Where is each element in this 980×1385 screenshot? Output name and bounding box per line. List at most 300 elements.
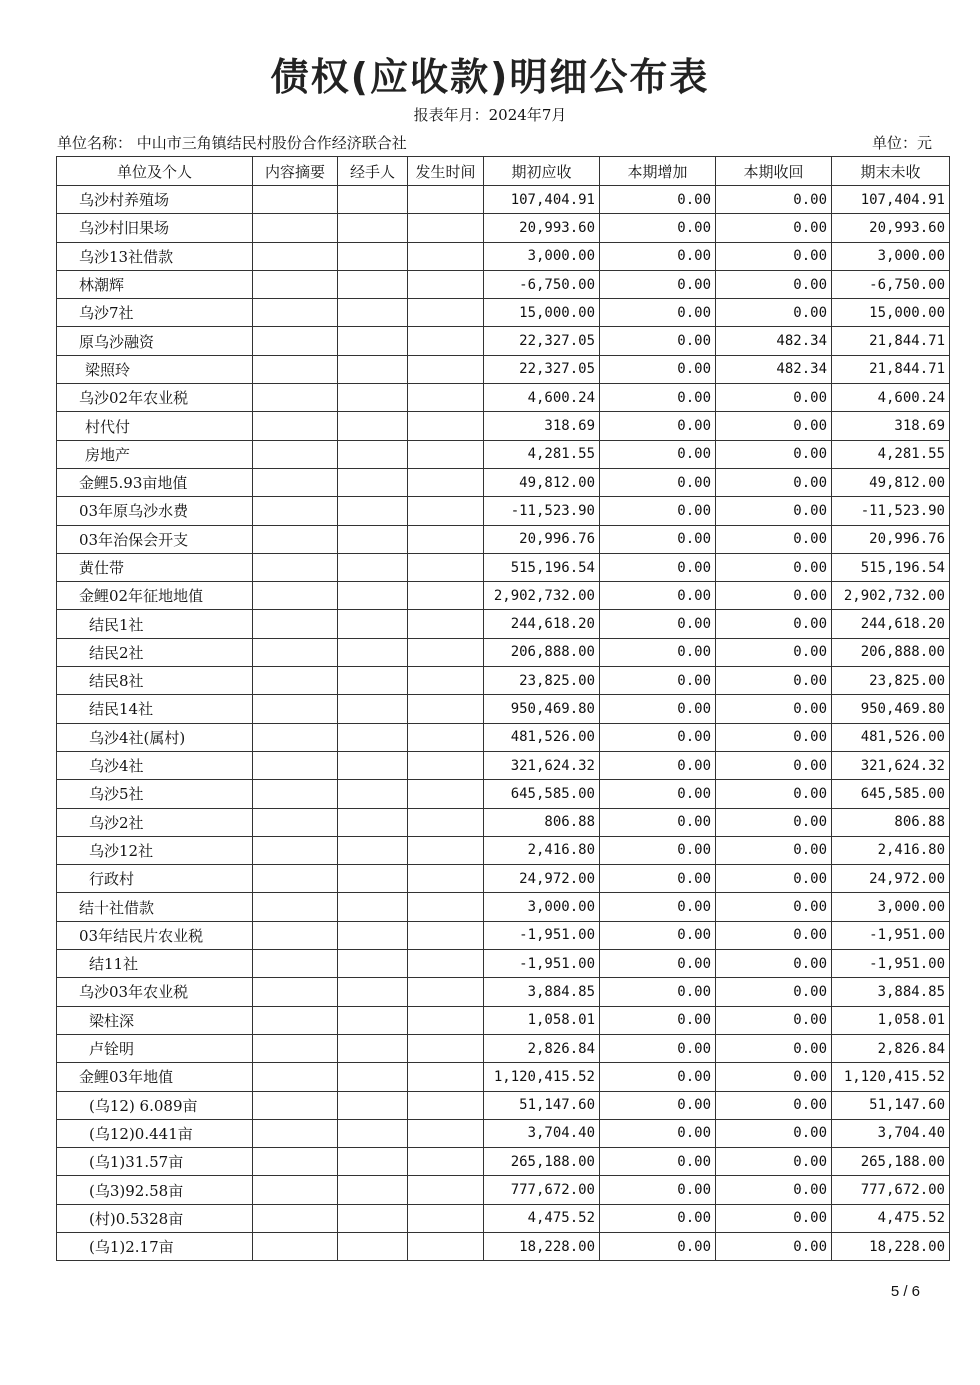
table-row [57,270,950,298]
handler-cell [338,921,408,949]
handler-cell [338,186,408,214]
closing-cell: 3,000.00 [832,242,950,270]
increase-cell: 0.00 [600,1006,716,1034]
table-row [57,610,950,638]
recovered-cell: 0.00 [716,1034,832,1062]
increase-cell: 0.00 [600,751,716,779]
table-row [57,525,950,553]
opening-cell: 24,972.00 [484,865,600,893]
recovered-cell: 0.00 [716,808,832,836]
recovered-cell: 0.00 [716,186,832,214]
summary-cell [253,1176,338,1204]
recovered-cell: 0.00 [716,836,832,864]
recovered-cell: 0.00 [716,921,832,949]
entity-cell: 结十社借款 [57,893,253,921]
currency-unit: 单位：元 [871,134,932,152]
entity-cell: 03年原乌沙水费 [57,497,253,525]
handler-cell [338,638,408,666]
entity-cell: 乌沙2社 [57,808,253,836]
opening-cell: -11,523.90 [484,497,600,525]
date-cell [408,412,484,440]
closing-cell: 23,825.00 [832,667,950,695]
table-row [57,1204,950,1232]
opening-cell: -1,951.00 [484,921,600,949]
opening-cell: 51,147.60 [484,1091,600,1119]
summary-cell [253,893,338,921]
entity-cell: 乌沙03年农业税 [57,978,253,1006]
closing-cell: 3,000.00 [832,893,950,921]
recovered-cell: 0.00 [716,1204,832,1232]
recovered-cell: 0.00 [716,468,832,496]
header-opening: 期初应收 [484,157,600,186]
opening-cell: 777,672.00 [484,1176,600,1204]
increase-cell: 0.00 [600,440,716,468]
increase-cell: 0.00 [600,921,716,949]
recovered-cell: 482.34 [716,355,832,383]
recovered-cell: 0.00 [716,497,832,525]
table-row [57,384,950,412]
increase-cell: 0.00 [600,808,716,836]
date-cell [408,723,484,751]
entity-cell: 乌沙13社借款 [57,242,253,270]
increase-cell: 0.00 [600,695,716,723]
increase-cell: 0.00 [600,638,716,666]
handler-cell [338,553,408,581]
handler-cell [338,355,408,383]
date-cell [408,978,484,1006]
increase-cell: 0.00 [600,468,716,496]
closing-cell: 4,281.55 [832,440,950,468]
opening-cell: 4,281.55 [484,440,600,468]
increase-cell: 0.00 [600,355,716,383]
date-cell [408,497,484,525]
table-row [57,1034,950,1062]
table-row [57,186,950,214]
entity-cell: 乌沙村养殖场 [57,186,253,214]
recovered-cell: 0.00 [716,751,832,779]
opening-cell: 515,196.54 [484,553,600,581]
entity-cell: 行政村 [57,865,253,893]
summary-cell [253,525,338,553]
opening-cell: 206,888.00 [484,638,600,666]
increase-cell: 0.00 [600,186,716,214]
recovered-cell: 0.00 [716,1232,832,1260]
date-cell [408,384,484,412]
increase-cell: 0.00 [600,214,716,242]
date-cell [408,214,484,242]
entity-cell: 结民14社 [57,695,253,723]
summary-cell [253,327,338,355]
header-handler: 经手人 [338,157,408,186]
opening-cell: 2,902,732.00 [484,582,600,610]
table-row [57,497,950,525]
date-cell [408,299,484,327]
table-row [57,780,950,808]
entity-cell: 乌沙12社 [57,836,253,864]
closing-cell: 21,844.71 [832,355,950,383]
date-cell [408,1176,484,1204]
summary-cell [253,1204,338,1232]
opening-cell: 645,585.00 [484,780,600,808]
header-entity: 单位及个人 [57,157,253,186]
increase-cell: 0.00 [600,667,716,695]
table-row [57,214,950,242]
table-row [57,1063,950,1091]
opening-cell: 2,826.84 [484,1034,600,1062]
table-row [57,808,950,836]
summary-cell [253,270,338,298]
entity-cell: 乌沙7社 [57,299,253,327]
entity-cell: 村代付 [57,412,253,440]
date-cell [408,1006,484,1034]
report-title: 债权(应收款)明细公布表 [270,55,710,99]
entity-cell: 结民1社 [57,610,253,638]
handler-cell [338,978,408,1006]
date-cell [408,1204,484,1232]
recovered-cell: 0.00 [716,1063,832,1091]
handler-cell [338,780,408,808]
date-cell [408,440,484,468]
increase-cell: 0.00 [600,950,716,978]
closing-cell: 244,618.20 [832,610,950,638]
summary-cell [253,1119,338,1147]
summary-cell [253,780,338,808]
closing-cell: 645,585.00 [832,780,950,808]
date-cell [408,242,484,270]
entity-cell: 03年治保会开支 [57,525,253,553]
closing-cell: 15,000.00 [832,299,950,327]
increase-cell: 0.00 [600,1119,716,1147]
increase-cell: 0.00 [600,1176,716,1204]
opening-cell: 244,618.20 [484,610,600,638]
header-summary: 内容摘要 [253,157,338,186]
header-recovered: 本期收回 [716,157,832,186]
increase-cell: 0.00 [600,384,716,412]
opening-cell: 1,058.01 [484,1006,600,1034]
summary-cell [253,836,338,864]
closing-cell: -1,951.00 [832,921,950,949]
opening-cell: -6,750.00 [484,270,600,298]
table-row [57,412,950,440]
recovered-cell: 0.00 [716,582,832,610]
handler-cell [338,836,408,864]
closing-cell: 806.88 [832,808,950,836]
opening-cell: 318.69 [484,412,600,440]
increase-cell: 0.00 [600,780,716,808]
handler-cell [338,1176,408,1204]
opening-cell: 15,000.00 [484,299,600,327]
increase-cell: 0.00 [600,327,716,355]
recovered-cell: 0.00 [716,893,832,921]
table-row [57,242,950,270]
recovered-cell: 0.00 [716,553,832,581]
increase-cell: 0.00 [600,1148,716,1176]
date-cell [408,468,484,496]
entity-cell: 梁照玲 [57,355,253,383]
date-cell [408,808,484,836]
closing-cell: 265,188.00 [832,1148,950,1176]
handler-cell [338,950,408,978]
table-row [57,299,950,327]
date-cell [408,270,484,298]
closing-cell: 2,416.80 [832,836,950,864]
summary-cell [253,950,338,978]
closing-cell: 20,996.76 [832,525,950,553]
entity-cell: 黄仕带 [57,553,253,581]
closing-cell: 49,812.00 [832,468,950,496]
opening-cell: 265,188.00 [484,1148,600,1176]
summary-cell [253,440,338,468]
summary-cell [253,610,338,638]
table-row [57,893,950,921]
handler-cell [338,1034,408,1062]
table-row [57,1232,950,1260]
table-row [57,1006,950,1034]
handler-cell [338,1148,408,1176]
recovered-cell: 0.00 [716,638,832,666]
opening-cell: 3,000.00 [484,242,600,270]
page-number: 5 / 6 [890,1283,920,1300]
handler-cell [338,667,408,695]
header-closing: 期末未收 [832,157,950,186]
entity-cell: 林潮辉 [57,270,253,298]
recovered-cell: 0.00 [716,525,832,553]
handler-cell [338,610,408,638]
recovered-cell: 0.00 [716,270,832,298]
entity-cell: 结民8社 [57,667,253,695]
handler-cell [338,299,408,327]
date-cell [408,525,484,553]
summary-cell [253,667,338,695]
table-row [57,723,950,751]
handler-cell [338,525,408,553]
increase-cell: 0.00 [600,836,716,864]
increase-cell: 0.00 [600,412,716,440]
handler-cell [338,412,408,440]
summary-cell [253,751,338,779]
opening-cell: 4,600.24 [484,384,600,412]
recovered-cell: 0.00 [716,610,832,638]
increase-cell: 0.00 [600,299,716,327]
closing-cell: 1,058.01 [832,1006,950,1034]
recovered-cell: 0.00 [716,1176,832,1204]
handler-cell [338,808,408,836]
closing-cell: 51,147.60 [832,1091,950,1119]
summary-cell [253,978,338,1006]
closing-cell: 4,475.52 [832,1204,950,1232]
recovered-cell: 0.00 [716,865,832,893]
date-cell [408,186,484,214]
date-cell [408,950,484,978]
summary-cell [253,468,338,496]
opening-cell: 49,812.00 [484,468,600,496]
summary-cell [253,384,338,412]
table-row [57,1176,950,1204]
handler-cell [338,1091,408,1119]
recovered-cell: 482.34 [716,327,832,355]
opening-cell: 950,469.80 [484,695,600,723]
closing-cell: 481,526.00 [832,723,950,751]
date-cell [408,921,484,949]
table-row [57,468,950,496]
opening-cell: -1,951.00 [484,950,600,978]
summary-cell [253,553,338,581]
recovered-cell: 0.00 [716,440,832,468]
increase-cell: 0.00 [600,610,716,638]
recovered-cell: 0.00 [716,695,832,723]
table-row [57,695,950,723]
summary-cell [253,412,338,440]
date-cell [408,751,484,779]
closing-cell: -11,523.90 [832,497,950,525]
summary-cell [253,242,338,270]
report-period: 报表年月：2024年7月 [413,106,567,124]
increase-cell: 0.00 [600,270,716,298]
summary-cell [253,1034,338,1062]
recovered-cell: 0.00 [716,242,832,270]
recovered-cell: 0.00 [716,1006,832,1034]
closing-cell: 3,704.40 [832,1119,950,1147]
entity-cell: 乌沙4社(属村) [57,723,253,751]
entity-cell: 乌沙村旧果场 [57,214,253,242]
handler-cell [338,270,408,298]
closing-cell: -6,750.00 [832,270,950,298]
table-row [57,1091,950,1119]
entity-cell: 卢铨明 [57,1034,253,1062]
summary-cell [253,1232,338,1260]
date-cell [408,695,484,723]
handler-cell [338,1204,408,1232]
summary-cell [253,355,338,383]
summary-cell [253,299,338,327]
closing-cell: 21,844.71 [832,327,950,355]
entity-cell: 房地产 [57,440,253,468]
handler-cell [338,384,408,412]
handler-cell [338,1006,408,1034]
closing-cell: 20,993.60 [832,214,950,242]
recovered-cell: 0.00 [716,214,832,242]
date-cell [408,1063,484,1091]
closing-cell: 18,228.00 [832,1232,950,1260]
opening-cell: 107,404.91 [484,186,600,214]
entity-cell: 03年结民片农业税 [57,921,253,949]
increase-cell: 0.00 [600,865,716,893]
date-cell [408,553,484,581]
increase-cell: 0.00 [600,497,716,525]
entity-cell: 金鲤02年征地地值 [57,582,253,610]
closing-cell: 777,672.00 [832,1176,950,1204]
recovered-cell: 0.00 [716,1119,832,1147]
header-date: 发生时间 [408,157,484,186]
closing-cell: 24,972.00 [832,865,950,893]
table-row [57,836,950,864]
opening-cell: 3,884.85 [484,978,600,1006]
table-header-row [57,157,950,186]
entity-cell: 梁柱深 [57,1006,253,1034]
closing-cell: -1,951.00 [832,950,950,978]
handler-cell [338,893,408,921]
closing-cell: 3,884.85 [832,978,950,1006]
entity-cell: 原乌沙融资 [57,327,253,355]
date-cell [408,638,484,666]
handler-cell [338,497,408,525]
opening-cell: 22,327.05 [484,327,600,355]
table-row [57,978,950,1006]
opening-cell: 3,704.40 [484,1119,600,1147]
header-increase: 本期增加 [600,157,716,186]
table-row [57,950,950,978]
table-row [57,751,950,779]
increase-cell: 0.00 [600,1204,716,1232]
table-row [57,355,950,383]
date-cell [408,865,484,893]
recovered-cell: 0.00 [716,780,832,808]
table-row [57,582,950,610]
closing-cell: 1,120,415.52 [832,1063,950,1091]
increase-cell: 0.00 [600,1034,716,1062]
closing-cell: 515,196.54 [832,553,950,581]
summary-cell [253,497,338,525]
date-cell [408,1148,484,1176]
table-row [57,667,950,695]
date-cell [408,1119,484,1147]
date-cell [408,893,484,921]
increase-cell: 0.00 [600,893,716,921]
table-row [57,440,950,468]
opening-cell: 481,526.00 [484,723,600,751]
opening-cell: 18,228.00 [484,1232,600,1260]
summary-cell [253,695,338,723]
summary-cell [253,808,338,836]
handler-cell [338,468,408,496]
summary-cell [253,186,338,214]
summary-cell [253,921,338,949]
entity-cell: 乌沙02年农业税 [57,384,253,412]
entity-cell: 金鲤03年地值 [57,1063,253,1091]
opening-cell: 3,000.00 [484,893,600,921]
recovered-cell: 0.00 [716,950,832,978]
entity-cell: 乌沙4社 [57,751,253,779]
recovered-cell: 0.00 [716,978,832,1006]
opening-cell: 23,825.00 [484,667,600,695]
entity-cell: (村)0.5328亩 [57,1204,253,1232]
recovered-cell: 0.00 [716,667,832,695]
increase-cell: 0.00 [600,242,716,270]
date-cell [408,1232,484,1260]
handler-cell [338,751,408,779]
handler-cell [338,695,408,723]
summary-cell [253,1091,338,1119]
date-cell [408,582,484,610]
recovered-cell: 0.00 [716,384,832,412]
opening-cell: 2,416.80 [484,836,600,864]
closing-cell: 321,624.32 [832,751,950,779]
table-row [57,1148,950,1176]
table-row [57,327,950,355]
summary-cell [253,638,338,666]
summary-cell [253,865,338,893]
table-row [57,865,950,893]
date-cell [408,327,484,355]
increase-cell: 0.00 [600,723,716,751]
opening-cell: 20,996.76 [484,525,600,553]
opening-cell: 4,475.52 [484,1204,600,1232]
handler-cell [338,242,408,270]
receivables-table [56,156,950,1261]
handler-cell [338,582,408,610]
recovered-cell: 0.00 [716,1148,832,1176]
handler-cell [338,440,408,468]
